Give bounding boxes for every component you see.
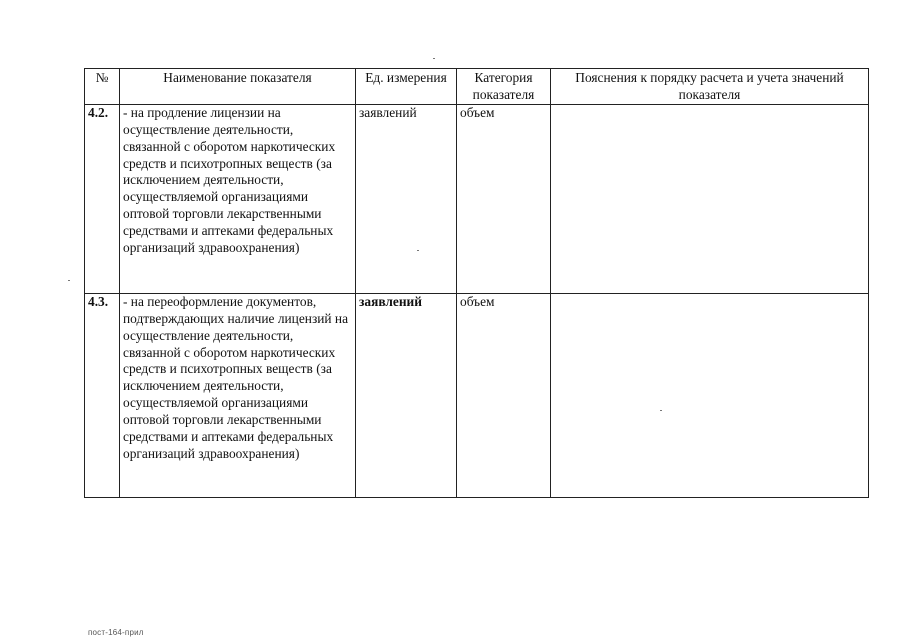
scan-speck [660,410,662,411]
header-notes: Пояснения к порядку расчета и учета значений показателя [551,69,869,105]
row-number: 4.2. [85,104,120,293]
table-header-row [85,69,869,105]
table-row [85,104,869,293]
row-number: 4.3. [85,293,120,497]
indicator-name: - на переоформление документов, подтверждающих наличие лицензий на осуществление деятельности, связанной с оборотом наркотических средств и психотропных веществ (за исключением деятельности, осуществляемой организациями оптовой торговли лекарственными средствами и аптеками федеральных организаций здравоохранения) [120,293,356,497]
table-row [85,293,869,497]
scan-speck [417,250,419,251]
header-num: № [85,69,120,105]
footer-stamp: пост-164-прил [88,628,144,637]
header-name: Наименование показателя [120,69,356,105]
indicator-category: объем [457,104,551,293]
header-unit: Ед. измерения [356,69,457,105]
calculation-notes [551,293,869,497]
scan-speck [433,58,435,59]
indicators-table [84,68,869,498]
indicator-name: - на продление лицензии на осуществление деятельности, связанной с оборотом наркотических средств и психотропных веществ (за исключением деятельности, осуществляемой организациями оптовой торговли лекарственными средствами и аптеками федеральных организаций здравоохранения) [120,104,356,293]
unit-of-measure: заявлений [356,104,457,293]
scan-speck [68,280,70,281]
unit-of-measure: заявлений [356,293,457,497]
indicator-category: объем [457,293,551,497]
header-category: Категория показателя [457,69,551,105]
calculation-notes [551,104,869,293]
